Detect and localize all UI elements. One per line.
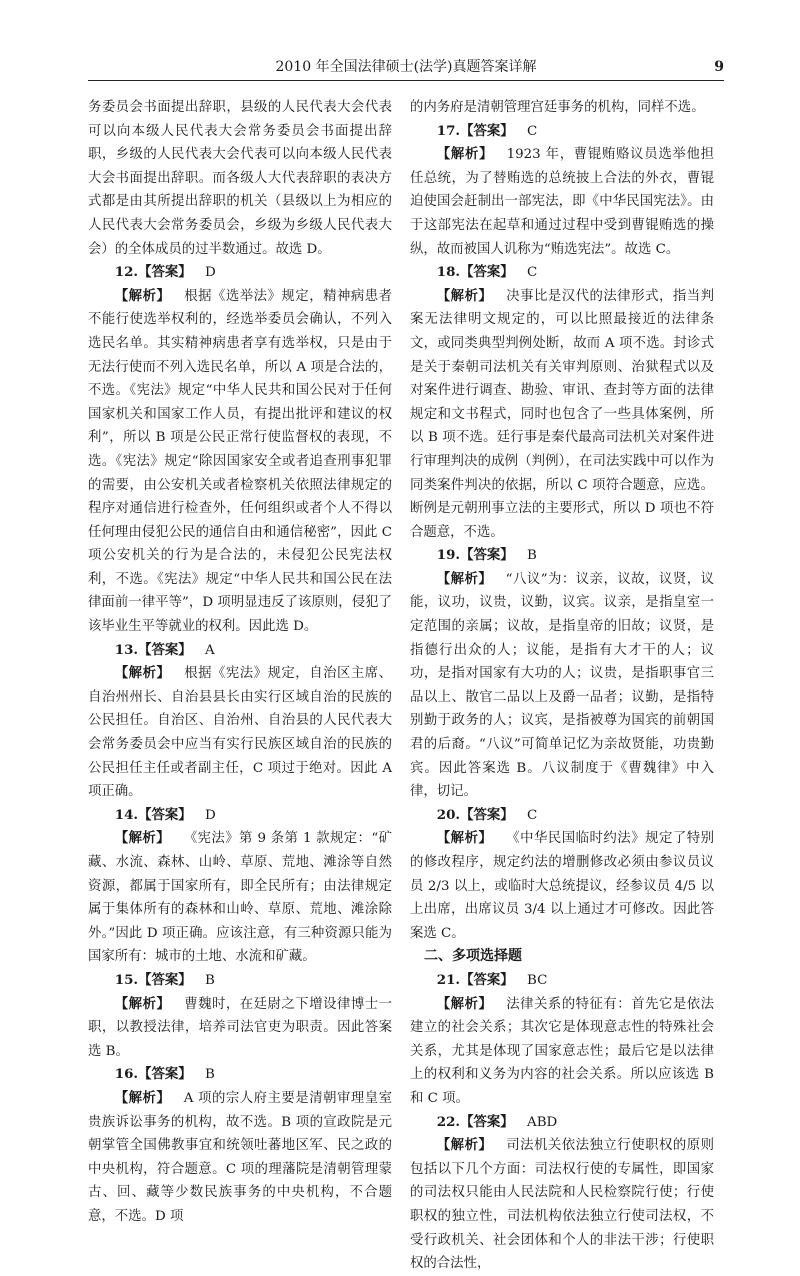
explanation-label: 【解析】 [436,1137,493,1154]
explanation-text: 法律关系的特征有：首先它是依法建立的社会关系；其次它是体现意志性的特殊社会关系，尤其是体现了国家意志性；最后它是以法律上的权利和义务为内容的社会关系。所以应该选 B 和 C 项。 [410,996,715,1106]
answer-label: 14.【答案】 [114,806,192,823]
running-title: 2010 年全国法律硕士(法学)真题答案详解 [275,59,537,75]
answer-line [410,544,714,568]
explanation-label: 【解析】 [114,665,171,682]
explanation-text: 曹魏时，在廷尉之下增设律博士一职，以教授法律，培养司法官吏为职责。因此答案选 B。 [88,996,393,1059]
explanation-paragraph [88,827,392,969]
answer-label: 22.【答案】 [436,1113,514,1130]
answer-value: BC [527,972,548,988]
explanation-label: 【解析】 [436,830,493,847]
answer-value: C [527,123,538,139]
answer-label: 18.【答案】 [436,264,514,281]
answer-label: 12.【答案】 [114,264,192,281]
explanation-text: 司法机关依法独立行使职权的原则包括以下几个方面：司法权行使的专属性，即国家的司法权只能由人民法院和人民检察院行使；行使职权的独立性，司法机构依法独立行使司法权，不受行政机关、社会团体和个人的非法干涉；行使职权的合法性， [410,1138,715,1272]
explanation-paragraph [88,662,392,804]
explanation-text: 根据《选举法》规定，精神病患者不能行使选举权利的，经选举委员会确认，不列入选民名单。其实精神病患者享有选举权，只是由于无法行使而不列入选民名单，所以 A 项是合法的，不选。《宪法》规定“中华人民共和国公民对于任何国家机关和国家工作人员，有提出批评和建议的权利”，所以 B 项是公民正常行使监督权的表现，不选。《宪法》规定“除因国家安全或者追查刑事犯罪的需要，由公安机关或者检察机关依照法律规定的程序对通信进行检查外，任何组织或者个人不得以任何理由侵犯公民的通信自由和通信秘密”，因此 C 项公安机关的行为是合法的，未侵犯公民宪法权利，不选。《宪法》规定“中华人民共和国公民在法律面前一律平等”，D 项明显违反了该原则，侵犯了该毕业生平等就业的权利。因此选 D。 [88,288,393,635]
page-number: 9 [714,59,724,75]
answer-value: A [205,642,215,658]
explanation-label: 【解析】 [436,146,494,163]
answer-line [410,804,714,828]
answer-label: 17.【答案】 [436,122,514,139]
explanation-paragraph [410,285,714,545]
answer-value: B [205,972,215,988]
page-header [88,56,724,78]
explanation-text: 决事比是汉代的法律形式，指当判案无法律明文规定的，可以比照最接近的法律条文，或同类典型判例处断，故而 A 项不选。封诊式是关于秦朝司法机关有关审判原则、治狱程式以及对案件进行调查、勘验、审讯、查封等方面的法律规定和文书程式，同时也包含了一些具体案例，所以 B 项不选。廷行事是秦代最高司法机关对案件进行审理判决的成例（判例），在司法实践中可以作为同类案件判决的依据，所以 C 项符合题意，应选。断例是元朝刑事立法的主要形式，所以 D 项也不符合题意，不选。 [410,288,715,540]
explanation-text: A 项的宗人府主要是清朝审理皇室贵族诉讼事务的机构，故不选。B 项的宣政院是元朝掌管全国佛教事宜和统领吐蕃地区军、民之政的中央机构，符合题意。C 项的理藩院是清朝管理蒙古、回、藏等少数民族事务的中央机构，不合题意，不选。D 项 [88,1090,392,1224]
explanation-paragraph [88,1087,392,1229]
right-column [410,96,714,1276]
explanation-label: 【解析】 [114,995,171,1012]
explanation-label: 【解析】 [436,570,493,587]
explanation-label: 【解析】 [114,287,171,304]
explanation-paragraph [410,827,714,945]
answer-line [88,804,392,828]
explanation-paragraph [88,993,392,1064]
explanation-text: “八议”为：议亲，议故，议贤，议能，议功，议贵，议勤，议宾。议亲，是指皇室一定范围的亲属；议故，是指皇帝的旧故；议贤，是指德行出众的人；议能，是指有大才干的人；议功，是指对国家有大功的人；议贵，是指职事官三品以上、散官二品以上及爵一品者；议勤，是指特别勤于政务的人；议宾，是指被尊为国宾的前朝国君的后裔。“八议”可简单记忆为亲故贤能，功贵勤宾。因此答案选 B。八议制度于《曹魏律》中入律，切记。 [410,571,714,800]
explanation-label: 【解析】 [436,995,493,1012]
explanation-paragraph [410,568,714,804]
answer-line [410,120,714,144]
answer-label: 15.【答案】 [114,971,192,988]
explanation-paragraph [410,993,714,1111]
left-column [88,96,392,1229]
explanation-text: 《宪法》第 9 条第 1 款规定：“矿藏、水流、森林、山岭、草原、荒地、滩涂等自然资源，都属于国家所有，即全民所有；由法律规定属于集体所有的森林和山岭、草原、荒地、滩涂除外。”因此 D 项正确。应该注意，有三种资源只能为国家所有：城市的土地、水流和矿藏。 [88,831,392,965]
explanation-text: 《中华民国临时约法》规定了特别的修改程序，规定约法的增删修改必须由参议员议员 2/3 以上，或临时大总统提议，经参议员 4/5 以上出席，出席议员 3/4 以上通过才可修改。因此答案选 C。 [410,831,715,941]
explanation-text: 根据《宪法》规定，自治区主席、自治州州长、自治县县长由实行区域自治的民族的公民担任。自治区、自治州、自治县的人民代表大会常务委员会中应当有实行民族区域自治的民族的公民担任主任或者副主任，C 项过于绝对。因此 A 项正确。 [88,666,393,800]
answer-line [88,639,392,663]
answer-value: D [205,265,216,281]
answer-line [410,969,714,993]
explanation-label: 【解析】 [436,287,493,304]
section-heading: 二、多项选择题 [424,948,522,965]
answer-line [88,969,392,993]
answer-label: 20.【答案】 [436,806,514,823]
answer-value: ABD [527,1114,558,1130]
answer-label: 13.【答案】 [114,641,192,658]
explanation-label: 【解析】 [114,1089,171,1106]
answer-line [88,1063,392,1087]
answer-value: D [205,807,216,823]
paragraph: 务委员会书面提出辞职，县级的人民代表大会代表可以向本级人民代表大会常务委员会书面提出辞职，乡级的人民代表大会代表可以向本级人民代表大会书面提出辞职。而各级人大代表辞职的表决方式都是由其所提出辞职的机关（县级以上为相应的人民代表大会常务委员会，乡级为乡级人民代表大会）的全体成员的过半数通过。故选 D。 [88,100,392,257]
answer-line [410,261,714,285]
answer-label: 21.【答案】 [436,971,514,988]
explanation-label: 【解析】 [114,830,171,847]
answer-value: B [205,1067,215,1083]
answer-value: B [527,548,537,564]
explanation-paragraph [410,143,714,261]
answer-label: 19.【答案】 [436,547,514,564]
paragraph: 的内务府是清朝管理宫廷事务的机构，同样不选。 [410,100,705,115]
explanation-paragraph [88,285,392,639]
header-rule [88,80,724,81]
explanation-text: 1923 年，曹锟贿赂议员选举他担任总统，为了替贿选的总统披上合法的外衣，曹锟迫使国会赶制出一部宪法，即《中华民国宪法》。由于这部宪法在起草和通过过程中受到曹锟贿选的操纵，故而被国人讥称为“贿选宪法”。故选 C。 [410,147,714,257]
answer-value: C [527,265,538,281]
answer-line [410,1111,714,1135]
answer-label: 16.【答案】 [114,1066,192,1083]
explanation-paragraph [410,1134,714,1276]
answer-line [88,261,392,285]
answer-value: C [527,807,538,823]
